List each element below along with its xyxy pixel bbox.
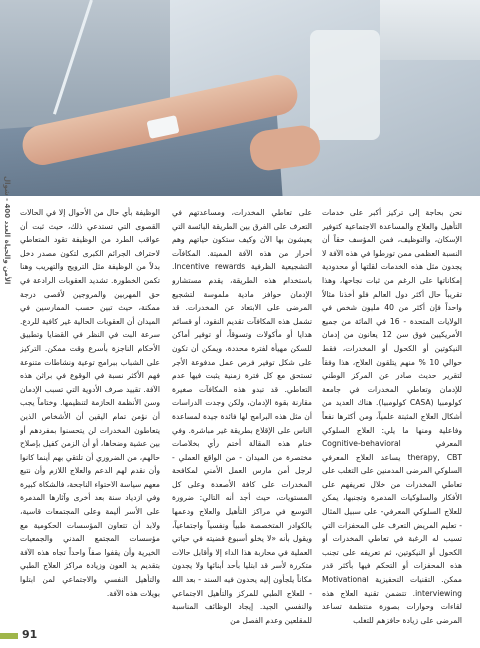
- page-number-accent-bar: [0, 633, 18, 639]
- article-column-left: [20, 206, 160, 626]
- page-number: 91: [22, 628, 38, 641]
- article-text-left: الوظيفة بأي حال من الأحوال إلا في الحالات القصوى التي تستدعي ذلك، حيث ثبت أن عواقب الطرد من الوظيفة تقود المتعاطي لاحتراف الجرائم الكبرى لتكون مصدر دخل بدلاً من الوظيفة مثل الترويج والتهريب وهنا تكمن الخطورة. تشديد العقوبات الرادعة في حق المهربين والمروجين لأقصى درجة ممكنة، حيث تبين حسب الممارسين في الميدان أن العقوبات الحالية غير كافية للردع. سرعة البت في النظر في القضايا وتطبيق الأحكام الناجزة بأسرع وقت ممكن. التركيز على الشباب ببرامج توعية ونشاطات متنوعة فهم الأكثر نسبة في الوقوع في براثن هذه الآفة. تقييد صرف الأدوية التي تسبب الإدمان وسن الأنظمة الحازمة لتنظيمها. وختاماً يجب أن نؤمن تمام اليقين أن الأشخاص الذين يتعاطون المخدرات لن يتحسنوا بمفردهم أو بين عشية وضحاها، أو أن الزمن كفيل بإصلاح حالهم، من الضروري أن تلتقي بهم أينما كانوا وأن نقدم لهم الدعم والعلاج اللازم وأن نتبع معهم سياسة الاحتواء الناجحة، فالشكاة كبيرة وفي ازدياد سنة بعد أخرى وآثارها المدمرة على الأسر أليمة وعلى المجتمعات قاسية، ولابد أن تتعاون المؤسسات الحكومية مع مؤسسات المجتمع المدني والجمعيات الخيرية وأن يقفوا صفاً واحداً تجاه هذه الآفة بتقديم يد العون وزيادة مراكز العلاج الطبي والتأهيل النفسي والاجتماعي لمن ابتلوا بويلات هذه الآفة.: [20, 208, 160, 598]
- hospital-patient-photo: [0, 0, 480, 196]
- article-text-middle: على تعاطي المخدرات، ومساعدتهم في التعرف على الفرق بين الطريقة البائسة التي يعيشون بها الآن وكيف ستكون حياتهم وهم أحرار من هذه الآفة المميتة. المكافآت التشجيعية الظرفية Incentive rewards. باستخدام هذه الطريقة، يقدم مستشارو الإدمان حوافز مادية ملموسة لتشجيع المرضى على الابتعاد عن المخدرات. قد تشمل هذه المكافآت تقديم النقود، أو قسائم هدايا أو مأكولات وتسوقاً، أو توفير أماكن للسكن مهيأة لفترة محددة، ويمكن أن تكون على شكل توفير فرص عمل مدفوعة الأجر تستحق مع كل فترة زمنية يثبت فيها عدم التعاطي. قد تبدو هذه المكافآت صغيرة مقارنة بقوة الإدمان، ولكن وجدت الدراسات أن مثل هذه البرامج لها فائدة جيدة لمساعدة الناس على الإقلاع بطريقة غير مباشرة. وفي ختام هذه المقالة أختم رأي بخلاصات مختصرة من الميدان - من الواقع العملي - لرجل أمن مارس العمل الأمني لمكافحة المخدرات على كافة الأصعدة وعلى كل المستويات، حيث أجد أنه التالي: ضرورة التوسع في مراكز التأهيل والعلاج ودعمها بالكوادر المتخصصة طبياً ونفسياً واجتماعياً، ويقول بأنه «لا يخلو أسبوع قضيته في حياتي العملية في محاربة هذا الداء إلا وأقابل حالات متكررة لأسر قد ابتليا بأحد أبنائها ولا يجدون مكاناً يلجأون إليه يحدون فيه السند - بعد الله - للعلاج الطبي للمركز والتأهيل الاجتماعي والنفسي الجيد. إيجاد الوظائف المناسبة للمقلعين وعدم الفصل من: [172, 208, 312, 625]
- iv-tube-shape: [53, 0, 93, 115]
- article-column-right: [322, 206, 462, 626]
- medical-device-shape: [310, 30, 380, 140]
- magazine-side-label: الأمن والحياة العدد 400 - شوال: [3, 175, 11, 285]
- medical-device-shape: [380, 0, 480, 60]
- article-column-middle: [172, 206, 312, 626]
- article-text-right: نحن بحاجة إلى تركيز أكبر على خدمات التأهيل والعلاج والمساعدة الاجتماعية كتوفير الإسكان، والتوظيف، فمن المؤسف حقاً أن النسبة العظمى ممن تورطوا في هذه الآفة لا يجدون مثل هذه الخدمات لقلتها أو محدودية إمكاناتها على الرغم من ثبات نجاحها، وهذا تقريباً حال أكثر دول العالم فلو أخذنا مثالاً واحداً فإن أكثر من 40 مليون شخص في الولايات المتحدة - 16 في المائة من جميع الأمريكيين فوق سن 12 يعانون من إدمان النيكوتين أو الكحول أو المخدرات، فقط حوالي 10 % منهم يتلقون العلاج، هذا وفقاً لتقرير حديث صادر عن المركز الوطني للإدمان وتعاطي المخدرات في جامعة كولومبيا (CASA كولومبيا). هناك العديد من أشكال العلاج المثبتة علمياً، ومن أكثرها نفعاً وفاعلية ومنها ما يلي: العلاج السلوكي المعرفي Cognitive-behavioral therapy, CBT يساعد العلاج المعرفي السلوكي المرضى المدمنين على التغلب على تعاطي المخدرات من خلال تعريفهم على الأفكار والسلوكيات المدمرة وتجنبها، يمكن للعلاج السلوكي المعرفي- على سبيل المثال - تعليم المريض التعرف على المحفزات التي تسبب له الرغبة في تعاطي المخدرات أو الكحول أو النيكوتين، ثم تعريفه على تجنب هذه المحفزات أو التحكم فيها بأكثر قدر ممكن. التقنيات التحفيزية Motivational interviewing. تتضمن تقنية العلاج هذه لقاءات وحوارات بصورة منتظمة تساعد المرضى على زيادة حافزهم للتغلب: [322, 208, 462, 625]
